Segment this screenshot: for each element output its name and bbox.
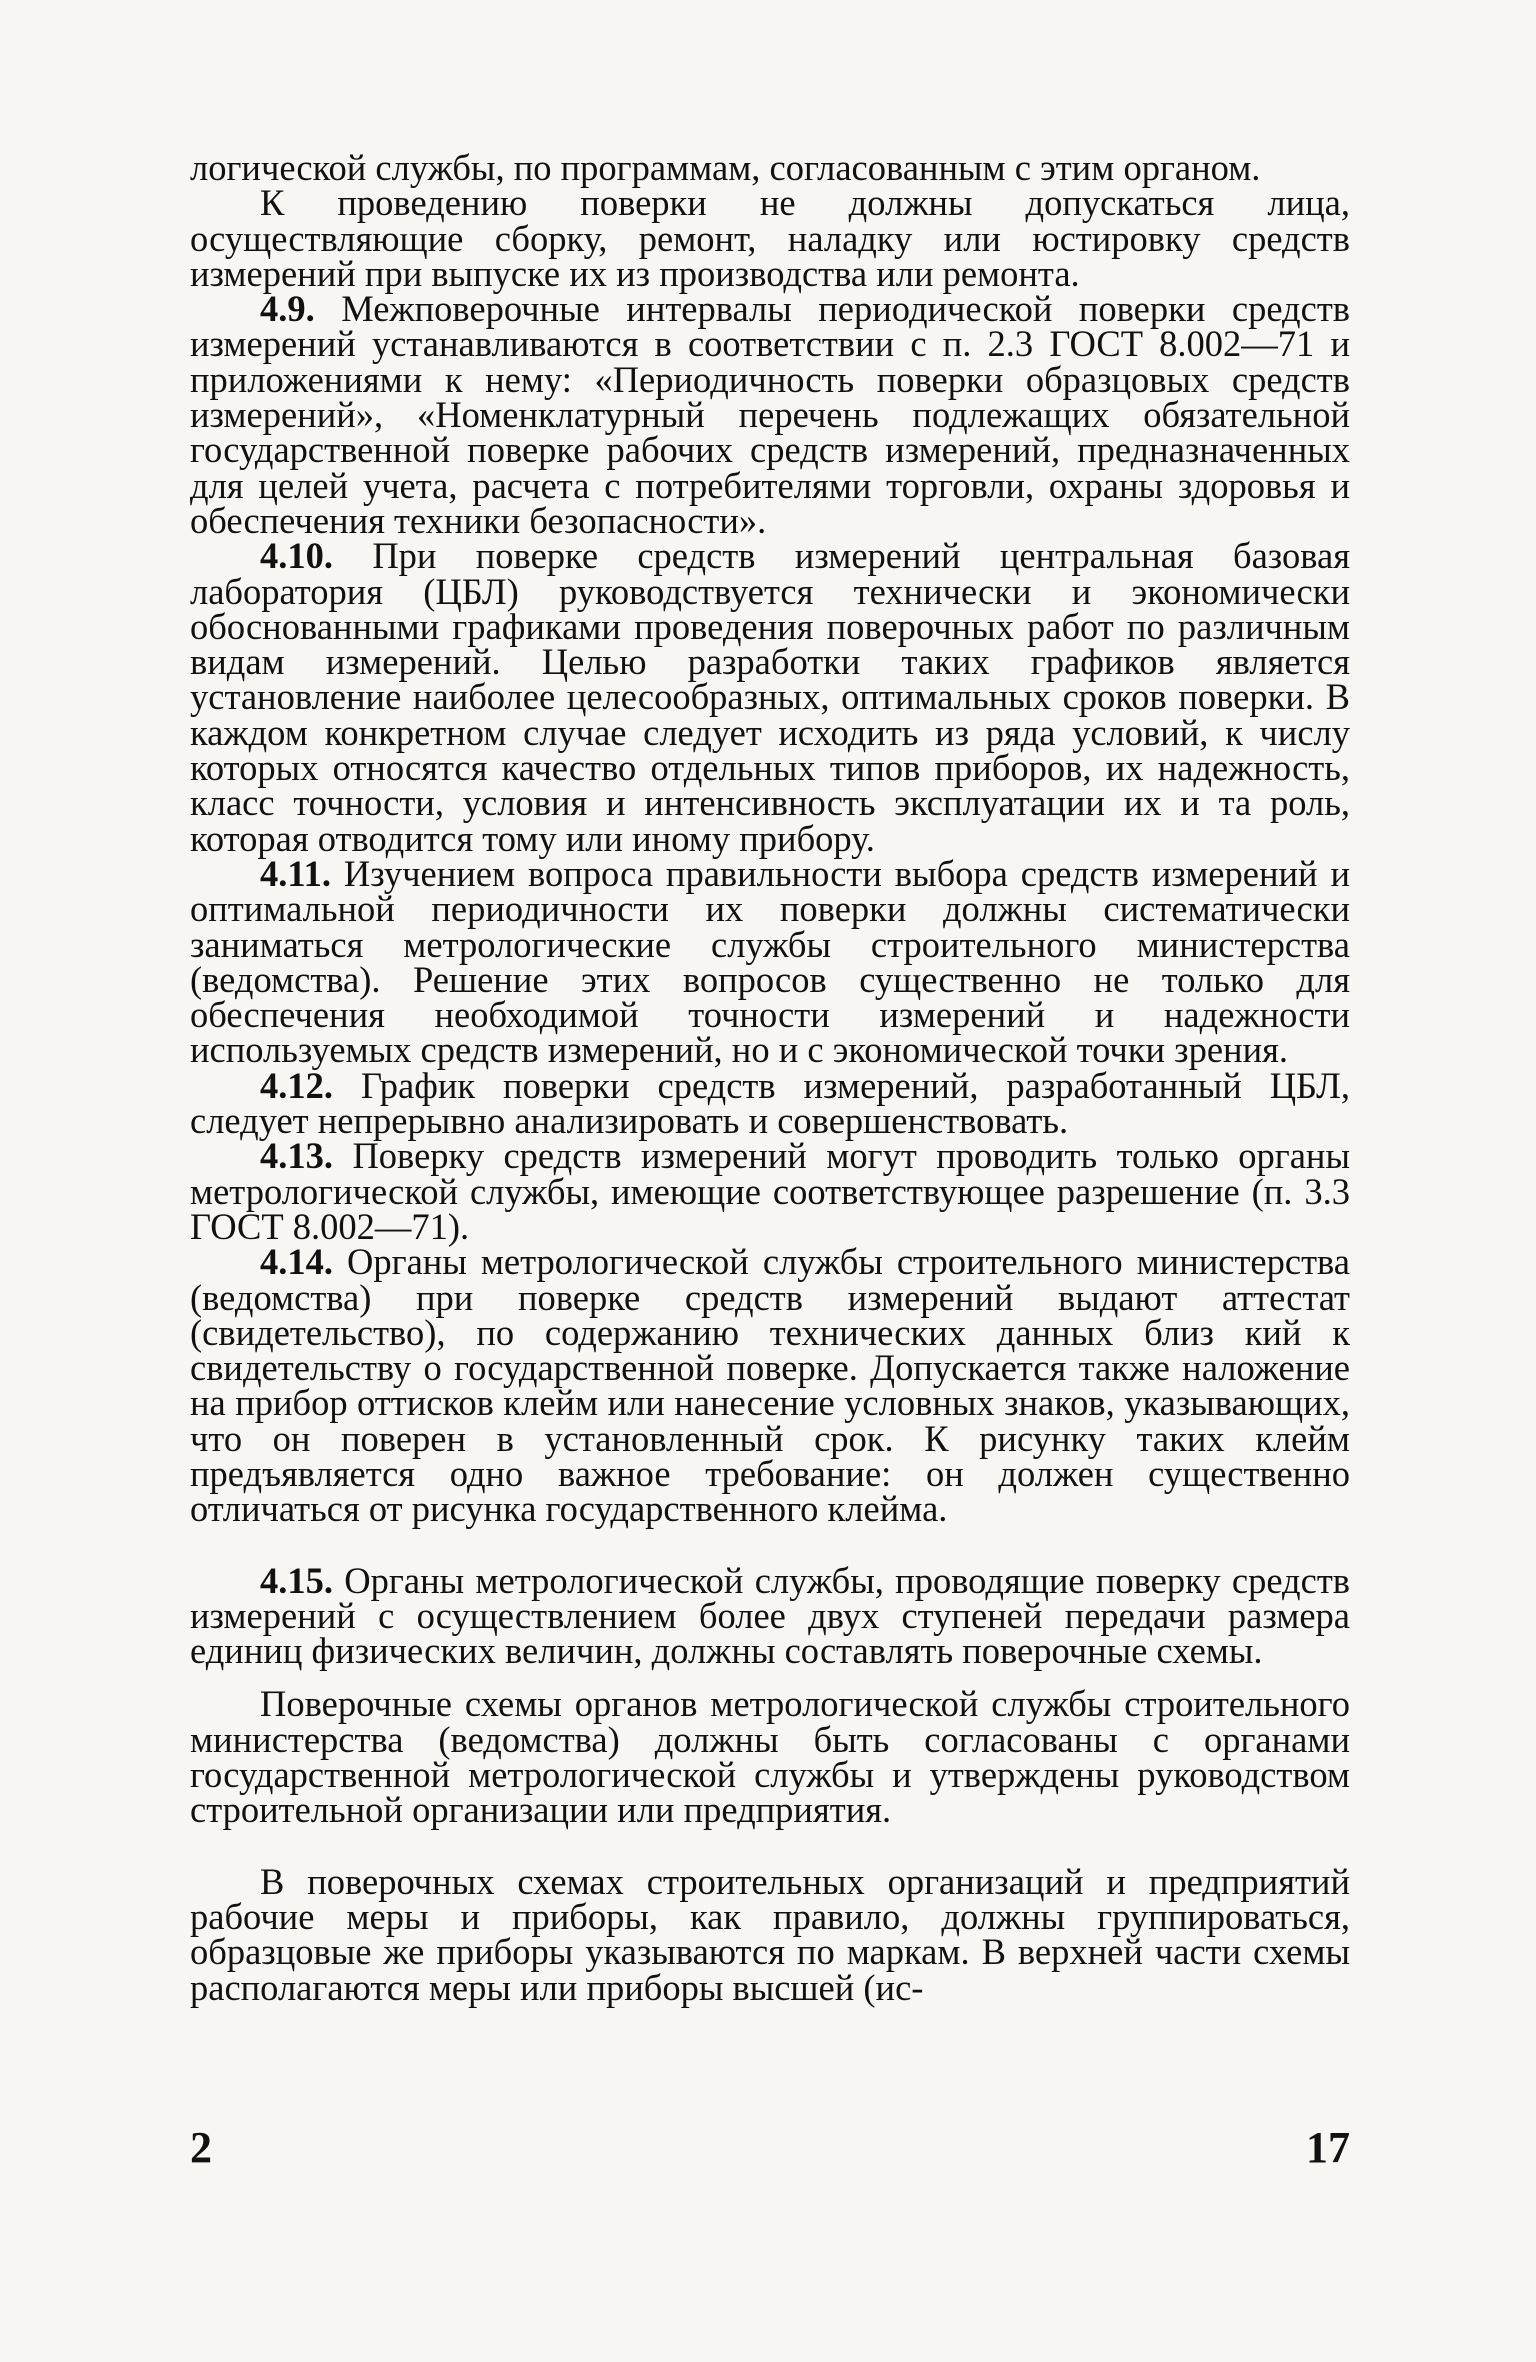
paragraph-text: Изучением вопроса правильности выбора средств измерений и оптимальной периодичности их поверки должны систематически заниматься метрологические службы строительного министерства (ведомства). Решение этих вопросов существенно не только для обеспечения необходимой точности измерений и надежности используемых средств измерений, но и с экономической точки зрения. [190, 852, 1350, 1071]
paragraph-text: В поверочных схемах строительных организаций и предприятий рабочие меры и приборы, как правило, должны группироваться, образцовые же приборы указываются по маркам. В верхней части схемы располагаются меры или приборы высшей (ис- [190, 1860, 1350, 2008]
paragraph-4-9 [190, 288, 1350, 541]
paragraph-4-12 [190, 1064, 1350, 1142]
paragraph-4-11 [190, 852, 1350, 1071]
section-number: 4.9. [260, 288, 315, 330]
paragraph-4-13 [190, 1135, 1350, 1247]
paragraph [190, 182, 1350, 294]
paragraph-text: Поверочные схемы органов метрологической службы строительного министерства (ведомства) должны быть согласованы с органами государственной метрологической службы и утверждены руководством строительной организации или предприятия. [190, 1683, 1350, 1831]
section-number: 4.11. [260, 852, 331, 894]
section-number: 4.13. [260, 1135, 333, 1177]
paragraph-text: Органы метрологической службы строительного министерства (ведомства) при поверке средств измерений выдают аттестат (свидетельство), по содержанию технических данных близ кий к свидетельству о государственной поверке. Допускается также наложение на прибор оттисков клейм или нанесение условных знаков, указывающих, что он поверен в установленный срок. К рисунку таких клейм предъявляется одно важное требование: он должен существенно отличаться от рисунка государственного клейма. [190, 1241, 1350, 1530]
page-number: 17 [1306, 2123, 1350, 2172]
signature-mark: 2 [190, 2123, 212, 2172]
paragraph-text: График поверки средств измерений, разработанный ЦБЛ, следует непрерывно анализировать и совершенствовать. [190, 1064, 1350, 1142]
paragraph-4-10 [190, 535, 1350, 859]
paragraph-text: К проведению поверки не должны допускаться лица, осуществляющие сборку, ремонт, наладку или юстировку средств измерений при выпуске их из производства или ремонта. [190, 182, 1350, 294]
paragraph [190, 1683, 1350, 1831]
paragraph-continuation [190, 147, 1350, 188]
section-number: 4.15. [260, 1559, 333, 1601]
paragraph-text: При поверке средств измерений центральная базовая лаборатория (ЦБЛ) руководствуется технически и экономически обоснованными графиками проведения поверочных работ по различным видам измерений. Целью разработки таких графиков является установление наиболее целесообразных, оптимальных сроков поверки. В каждом конкретном случае следует исходить из ряда условий, к числу которых относятся качество отдельных типов приборов, их надежность, класс точности, условия и интенсивность эксплуатации их и та роль, которая отводится тому или иному прибору. [190, 535, 1350, 859]
section-number: 4.14. [260, 1241, 333, 1283]
paragraph-4-15 [190, 1559, 1351, 1672]
paragraph-4-14 [190, 1241, 1350, 1530]
section-number: 4.12. [260, 1064, 333, 1106]
paragraph-text: Органы метрологической службы, проводящие поверку средств измерений с осуществлением более двух ступеней передачи размера единиц физических величин, должны составлять поверочные схемы. [190, 1559, 1351, 1672]
body-text [190, 147, 1351, 2008]
paragraph-text: Поверку средств измерений могут проводить только органы метрологической службы, имеющие соответствующее разрешение (п. 3.3 ГОСТ 8.002—71). [190, 1135, 1350, 1247]
page-footer [190, 2122, 1350, 2173]
paragraph-text: Межповерочные интервалы периодической поверки средств измерений устанавливаются в соответствии с п. 2.3 ГОСТ 8.002—71 и приложениями к нему: «Периодичность поверки образцовых средств измерений», «Номенклатурный перечень подлежащих обязательной государственной поверке рабочих средств измерений, предназначенных для целей учета, расчета с потребителями торговли, охраны здоровья и обеспечения техники безопасности». [190, 288, 1350, 541]
paragraph-text: логической службы, по программам, согласованным с этим органом. [190, 147, 1261, 188]
paragraph [190, 1860, 1350, 2008]
section-number: 4.10. [260, 535, 333, 577]
